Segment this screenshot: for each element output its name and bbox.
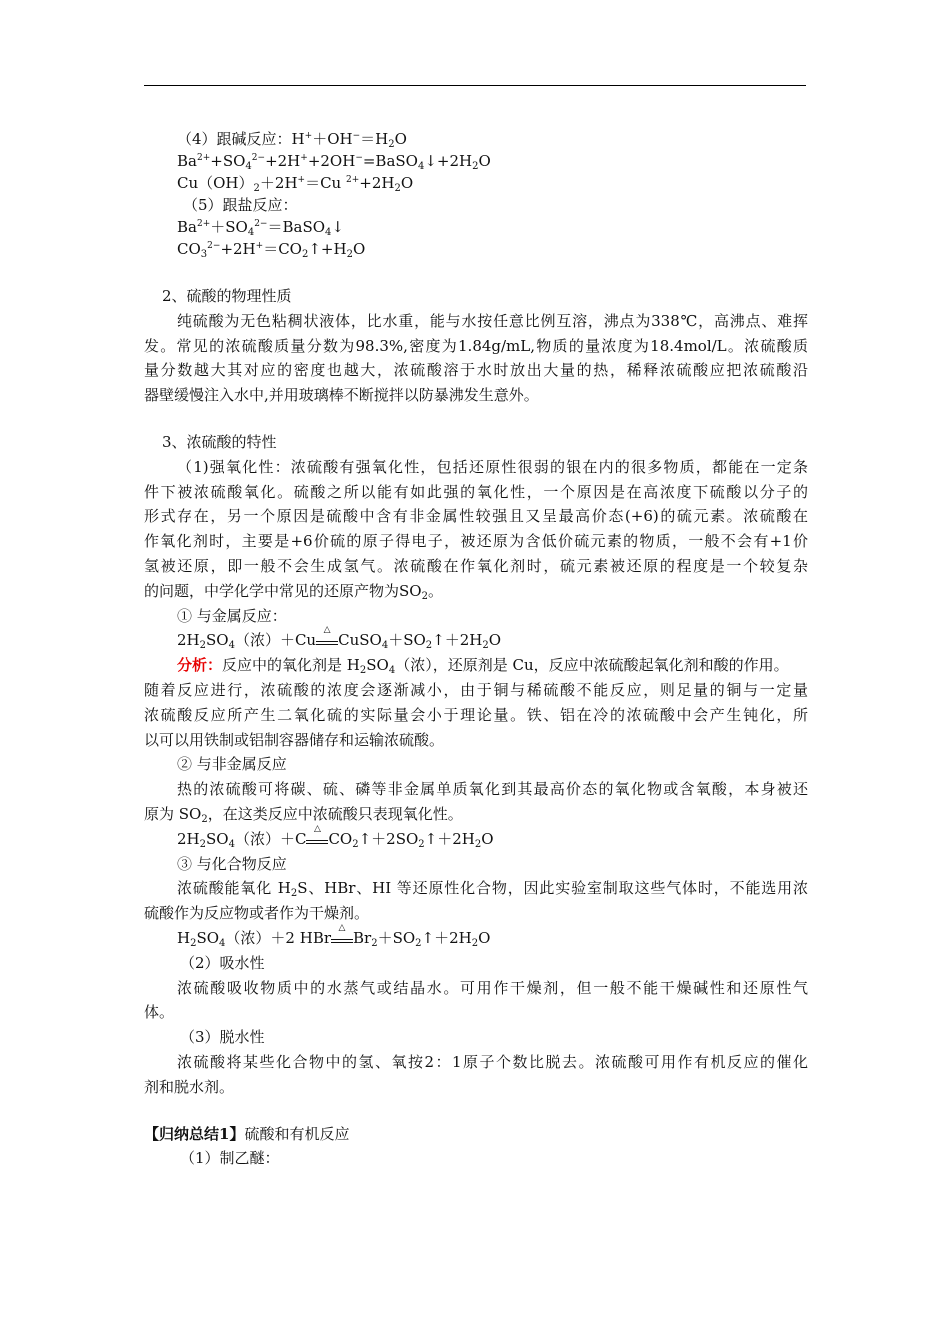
heat-condition-icon: △ <box>316 635 338 645</box>
paragraph-line: 量分数越大其对应的密度也越大，浓硫酸溶于水时放出大量的热，稀释浓硫酸应把浓硫酸沿 <box>144 361 808 380</box>
equation-ba-so4-h-oh: $Ba^{2+}+SO_4^{2-}+2H^++2OH^-=BaSO_4↓+2H_2O$ <box>177 152 491 172</box>
equation-ba-so4: $Ba^{2+}+SO_4^{2-}=BaSO_4↓$ <box>177 218 344 238</box>
nonmetal-reaction-title: ② 与非金属反应 <box>177 755 287 774</box>
paragraph-line: 形式存在，另一个原因是硫酸中含有非金属性较强且又呈最高价态(+6)的硫元素。浓硫酸在 <box>144 507 808 526</box>
paragraph-line: 件下被浓硫酸氧化。硫酸之所以能有如此强的氧化性，一个原因是在高浓度下硫酸以分子的 <box>144 482 808 501</box>
paragraph-line: 以可以用铁制或铝制容器储存和运输浓硫酸。 <box>144 730 445 749</box>
paragraph-line: 氢被还原，即一般不会生成氢气。浓硫酸在作氧化剂时，硫元素被还原的程度是一个较复杂 <box>144 556 808 575</box>
summary-label: 【归纳总结1】 <box>144 1124 245 1143</box>
heat-condition-icon: △ <box>306 834 328 844</box>
header-rule <box>144 85 806 86</box>
paragraph-line: 剂和脱水剂。 <box>144 1077 235 1096</box>
absorb-title: （2）吸水性 <box>180 953 265 972</box>
compound-reaction-title: ③ 与化合物反应 <box>177 854 287 873</box>
paragraph-line: 浓硫酸反应所产生二氧化硫的实际量会小于理论量。铁、铝在冷的浓硫酸中会产生钝化，所 <box>144 705 808 724</box>
equation-hbr-h2so4: $H_2SO_4$（浓）＋2 HBr △ $Br_2+SO_2↑+2H_2O$ <box>177 922 491 949</box>
paragraph-line: 浓硫酸将某些化合物中的氢、氧按2：1原子个数比脱去。浓硫酸可用作有机反应的催化 <box>177 1052 808 1071</box>
summary-heading <box>144 1122 808 1147</box>
paragraph-line: 体。 <box>144 1003 175 1022</box>
paragraph-line: （1)强氧化性：浓硫酸有强氧化性，包括还原性很弱的银在内的很多物质，都能在一定条 <box>177 457 808 476</box>
paragraph-line: 硫酸作为反应物或者作为干燥剂。 <box>144 904 370 923</box>
section-physical-title: 2、硫酸的物理性质 <box>162 287 292 305</box>
paragraph-line: 发。常见的浓硫酸质量分数为98.3%,密度为1.84g/mL,物质的量浓度为18.4mol/L。浓硫酸质 <box>144 336 808 355</box>
salt-reaction-title: （5）跟盐反应： <box>183 196 298 214</box>
document-body <box>144 128 808 1171</box>
paragraph-line: 器壁缓慢注入水中,并用玻璃棒不断搅拌以防暴沸发生意外。 <box>144 386 539 405</box>
paragraph-line: 原为 $SO_2$，在这类反应中浓硫酸只表现氧化性。 <box>144 804 463 825</box>
heat-condition-icon: △ <box>331 933 353 943</box>
paragraph-line: 热的浓硫酸可将碳、硫、磷等非金属单质氧化到其最高价态的氧化物或含氧酸，本身被还 <box>177 780 808 799</box>
paragraph-line: 浓硫酸能氧化 $H_2S$、HBr、HI 等还原性化合物，因此实验室制取这些气体时，不能选用浓 <box>177 879 809 900</box>
paragraph-line: 随着反应进行，浓硫酸的浓度会逐渐减小，由于铜与稀硫酸不能反应，则足量的铜与一定量 <box>144 680 808 699</box>
equation-c-h2so4: $2H_2SO_4$（浓）＋C △ $CO_2↑+2SO_2↑+2H_2O$ <box>177 823 494 850</box>
dehydrate-title: （3）脱水性 <box>180 1028 265 1047</box>
base-reaction-title: （4）跟碱反应：$H^++OH^-=H_2O$ <box>177 130 407 150</box>
paragraph-line: 浓硫酸吸收物质中的水蒸气或结晶水。可用作干燥剂，但一般不能干燥碱性和还原性气 <box>177 978 808 997</box>
equation-cu-h2so4: $2H_2SO_4$（浓）＋Cu △ $CuSO_4+SO_2↑+2H_2O$ <box>177 625 502 652</box>
summary-item: （1）制乙醚： <box>180 1149 280 1168</box>
analysis-line: 分析：反应中的氧化剂是 $H_2SO_4$（浓），还原剂是 Cu，反应中浓硫酸起氧化剂和酸的作用。 <box>177 656 789 677</box>
equation-cu-oh2: $Cu(OH)_2+2H^+=Cu$ $^{2+}+2H_2O$ <box>177 174 414 194</box>
section-properties-title: 3、浓硫酸的特性 <box>162 432 277 451</box>
paragraph-line: 纯硫酸为无色粘稠状液体，比水重，能与水按任意比例互溶，沸点为338℃，高沸点、难挥 <box>177 311 808 330</box>
metal-reaction-title: ① 与金属反应： <box>177 606 287 625</box>
summary-title: 硫酸和有机反应 <box>244 1124 350 1143</box>
paragraph-line: 的问题，中学化学中常见的还原产物为$SO_2$。 <box>144 581 443 602</box>
paragraph-line: 作氧化剂时，主要是+6价硫的原子得电子，被还原为含低价硫元素的物质，一般不会有+1价 <box>144 532 808 551</box>
equation-co3: $CO_3^{2-}+2H^+=CO_2↑+H_2O$ <box>177 240 366 260</box>
analysis-label: 分析： <box>177 656 223 675</box>
